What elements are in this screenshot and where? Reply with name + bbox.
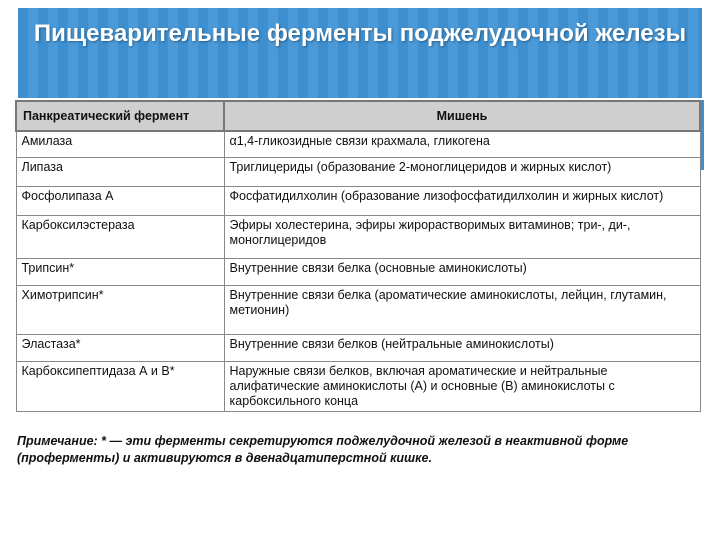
table-row (16, 335, 700, 362)
target-cell: Наружные связи белков, включая ароматические и нейтральные алифатические аминокислоты (А) и основные (В) аминокислоты с карбоксильного конца (224, 362, 700, 412)
table-row (16, 187, 700, 216)
enzyme-cell: Трипсин* (16, 259, 224, 286)
target-cell: Эфиры холестерина, эфиры жирорастворимых витаминов; три-, ди-, моноглицеридов (224, 216, 700, 259)
table-row (16, 362, 700, 412)
table-row (16, 158, 700, 187)
target-cell: Внутренние связи белка (основные аминокислоты) (224, 259, 700, 286)
enzyme-cell: Фосфолипаза А (16, 187, 224, 216)
table-row (16, 131, 700, 158)
enzyme-table (15, 100, 701, 412)
target-cell: Внутренние связи белков (нейтральные аминокислоты) (224, 335, 700, 362)
enzyme-cell: Химотрипсин* (16, 286, 224, 335)
enzyme-cell: Эластаза* (16, 335, 224, 362)
header-target: Мишень (224, 101, 700, 131)
target-cell: Фосфатидилхолин (образование лизофосфатидилхолин и жирных кислот) (224, 187, 700, 216)
target-cell: Триглицериды (образование 2-моноглицеридов и жирных кислот) (224, 158, 700, 187)
table-header-row (16, 101, 700, 131)
enzyme-cell: Карбоксилэстераза (16, 216, 224, 259)
header-enzyme: Панкреатический фермент (16, 101, 224, 131)
footnote: Примечание: * — эти ферменты секретируются поджелудочной железой в неактивной форме (проферменты) и активируются в двенадцатиперстной кишке. (17, 434, 629, 465)
enzyme-cell: Амилаза (16, 131, 224, 158)
target-cell: α1,4-гликозидные связи крахмала, гликогена (224, 131, 700, 158)
enzyme-cell: Липаза (16, 158, 224, 187)
enzyme-cell: Карбоксипептидаза А и В* (16, 362, 224, 412)
table-row (16, 259, 700, 286)
slide-title: Пищеварительные ферменты поджелудочной железы (33, 20, 687, 47)
target-cell: Внутренние связи белка (ароматические аминокислоты, лейцин, глутамин, метионин) (224, 286, 700, 335)
table-row (16, 286, 700, 335)
slide-header (18, 8, 702, 98)
table-row (16, 216, 700, 259)
